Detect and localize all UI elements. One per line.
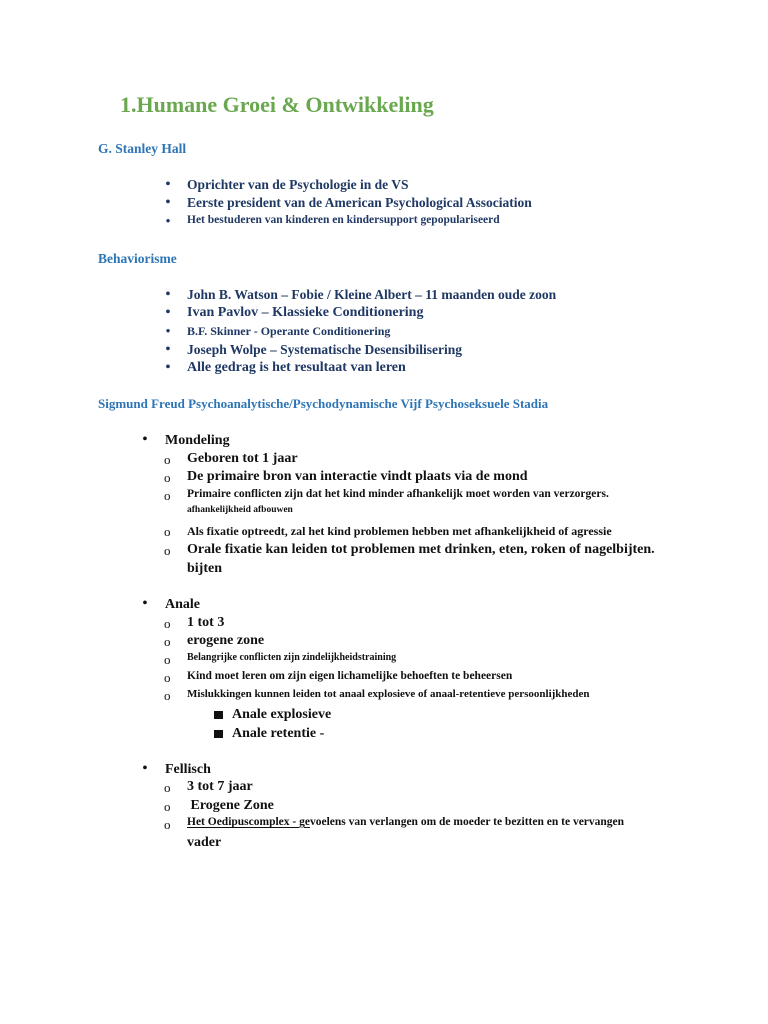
- list-item: John B. Watson – Fobie / Kleine Albert – 11 maanden oude zoon: [187, 287, 557, 302]
- stage-label: Anale: [165, 597, 200, 612]
- list-item: Geboren tot 1 jaar: [187, 451, 298, 466]
- circle-marker: o: [164, 652, 171, 667]
- circle-marker: o: [164, 688, 171, 703]
- bullet-marker: •: [165, 305, 171, 320]
- list-item: [187, 816, 624, 828]
- square-bullet-icon: [214, 711, 223, 719]
- list-item: Joseph Wolpe – Systematische Desensibilisering: [187, 342, 463, 357]
- circle-marker: o: [164, 817, 171, 832]
- list-item: De primaire bron van interactie vindt plaats via de mond: [187, 469, 528, 484]
- list-item: erogene zone: [187, 633, 265, 648]
- circle-marker: o: [164, 524, 171, 539]
- list-item: Orale fixatie kan leiden tot problemen met drinken, eten, roken of nagelbijten.: [187, 542, 655, 557]
- circle-marker: o: [164, 634, 171, 649]
- list-item-continuation: afhankelijkheid afbouwen: [187, 505, 293, 515]
- section-heading-hall: G. Stanley Hall: [98, 141, 187, 156]
- list-item: Mislukkingen kunnen leiden tot anaal explosieve of anaal-retentieve persoonlijkheden: [187, 688, 590, 700]
- bullet-marker: •: [165, 195, 171, 210]
- list-item: Het bestuderen van kinderen en kindersupport gepopulariseerd: [187, 214, 500, 226]
- bullet-marker: •: [165, 213, 171, 228]
- list-item: Als fixatie optreedt, zal het kind problemen hebben met afhankelijkheid of agressie: [187, 524, 612, 538]
- bullet-marker: •: [165, 360, 171, 375]
- square-bullet-icon: [214, 730, 223, 738]
- list-item: Primaire conflicten zijn dat het kind minder afhankelijk moet worden van verzorgers.: [187, 488, 609, 500]
- page-title: 1.Humane Groei & Ontwikkeling: [120, 92, 434, 117]
- list-item-continuation: bijten: [187, 561, 222, 576]
- list-item: Ivan Pavlov – Klassieke Conditionering: [187, 305, 424, 320]
- list-item: Alle gedrag is het resultaat van leren: [187, 360, 406, 375]
- list-item: Eerste president van de American Psychological Association: [187, 195, 532, 210]
- section-heading-behaviorisme: Behaviorisme: [98, 251, 177, 266]
- bullet-marker: •: [165, 342, 171, 357]
- circle-marker: o: [164, 470, 171, 485]
- bullet-marker: •: [165, 177, 171, 192]
- list-item: Erogene Zone: [187, 798, 274, 813]
- list-item-continuation: vader: [187, 835, 222, 850]
- circle-marker: o: [164, 452, 171, 467]
- stage-label: Fellisch: [165, 762, 211, 777]
- bullet-marker: •: [142, 761, 148, 776]
- circle-marker: o: [164, 670, 171, 685]
- sub-list-item: Anale explosieve: [232, 707, 332, 722]
- bullet-marker: •: [142, 432, 148, 447]
- circle-marker: o: [164, 616, 171, 631]
- bullet-marker: •: [165, 323, 171, 338]
- bullet-marker: •: [142, 596, 148, 611]
- list-item: Belangrijke conflicten zijn zindelijkheidstraining: [187, 652, 397, 663]
- oedipus-link-text: Het Oedipuscomplex - ge: [187, 816, 310, 828]
- list-item-text: voelens van verlangen om de moeder te bezitten en te vervangen: [309, 816, 625, 828]
- list-item: Oprichter van de Psychologie in de VS: [187, 177, 409, 192]
- circle-marker: o: [164, 488, 171, 503]
- circle-marker: o: [164, 543, 171, 558]
- sub-list-item: Anale retentie -: [232, 726, 325, 741]
- circle-marker: o: [164, 780, 171, 795]
- list-item: Kind moet leren om zijn eigen lichamelijke behoeften te beheersen: [187, 670, 513, 682]
- list-item: 1 tot 3: [187, 615, 225, 630]
- circle-marker: o: [164, 799, 171, 814]
- section-heading-freud: Sigmund Freud Psychoanalytische/Psychodynamische Vijf Psychoseksuele Stadia: [98, 396, 549, 411]
- list-item: B.F. Skinner - Operante Conditionering: [187, 324, 391, 338]
- bullet-marker: •: [165, 287, 171, 302]
- list-item: 3 tot 7 jaar: [187, 779, 253, 794]
- stage-label: Mondeling: [165, 433, 230, 448]
